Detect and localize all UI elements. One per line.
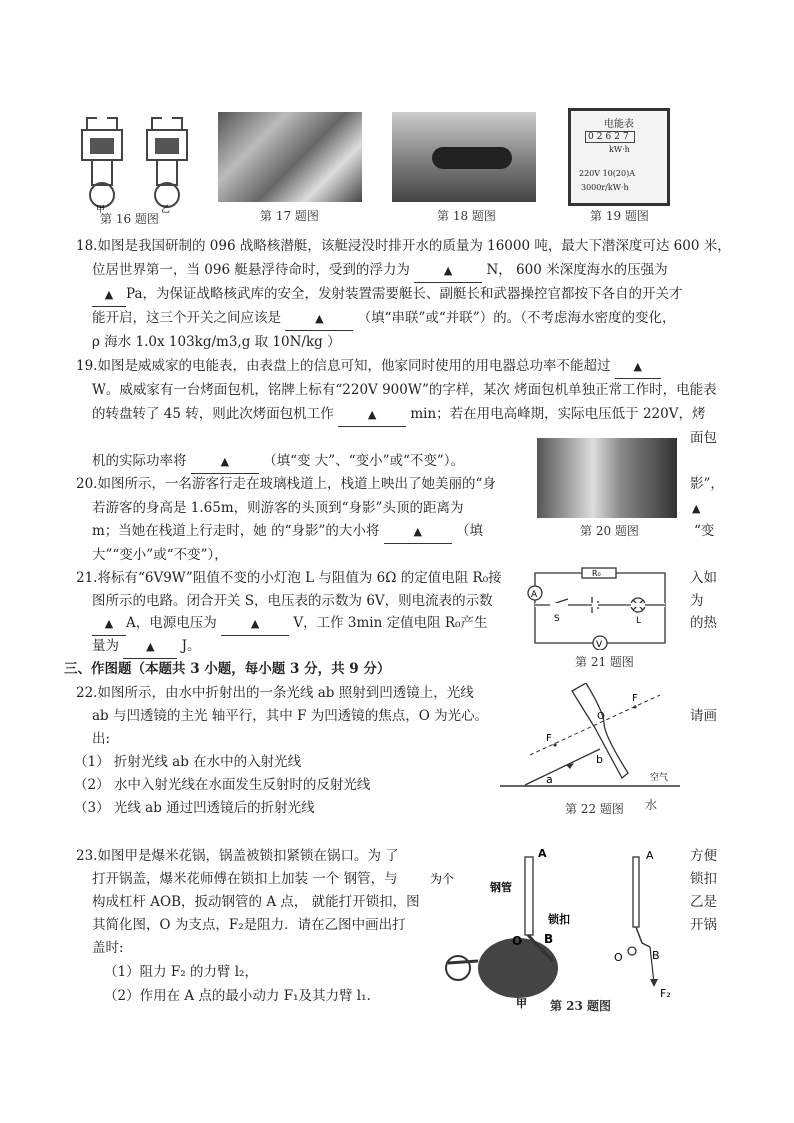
figure-18-submarine-photo bbox=[392, 112, 536, 202]
point-b: b bbox=[596, 753, 603, 766]
figure-17-photo bbox=[218, 112, 362, 202]
fig23-lock: 锁扣 bbox=[548, 913, 570, 926]
q19-line1: 19.如图是威威家的电能表，由表盘上的信息可知，他家同时使用的用电器总功率不能超过 ▲ bbox=[76, 355, 661, 379]
q19-blank-3[interactable]: ▲ bbox=[191, 450, 259, 474]
q23-line1: 23.如图甲是爆米花锅，锅盖被锁扣紧锁在锅口。为 了 bbox=[76, 848, 399, 864]
q18-blank-2[interactable]: ▲ bbox=[92, 283, 126, 307]
q19-line2: W。威威家有一台烤面包机，铭牌上标有“220V 900W”的字样，某次 烤面包机单独正常工作时，电能表 bbox=[92, 382, 717, 398]
fig16-label-jia: 甲 bbox=[96, 205, 106, 215]
focus-F1: F bbox=[632, 693, 638, 704]
caption-20: 第 20 题图 bbox=[580, 524, 639, 538]
q23-line5: 盖时: bbox=[92, 940, 124, 956]
water-label: 水 bbox=[645, 798, 658, 812]
meter-unit: kW·h bbox=[609, 145, 630, 154]
fig16-label-yi: 乙 bbox=[161, 205, 171, 215]
q23-item-2: （2）作用在 A 点的最小动力 F₁及其力臂 l₁. bbox=[104, 988, 371, 1004]
fig23-B: B bbox=[544, 932, 554, 946]
figure-16-engine bbox=[72, 110, 202, 215]
q22-line1: 22.如图所示，由水中折射出的一条光线 ab 照射到凹透镜上，光线 bbox=[76, 685, 474, 701]
q20-line3-right: “变 bbox=[694, 523, 715, 539]
q19-line3: 的转盘转了 45 转，则此次烤面包机工作 ▲ min；若在用电高峰期，实际电压低于 220V，烤 bbox=[92, 403, 705, 427]
q20-line1: 20.如图所示，一名游客行走在玻璃栈道上，栈道上映出了她美丽的“身 bbox=[76, 476, 496, 492]
q18-line1: 18.如图是我国研制的 096 战略核潜艇，该艇浸没时排开水的质量为 16000 吨，最大下潜深度可达 600 米， bbox=[76, 238, 731, 254]
ammeter-label: A bbox=[531, 590, 538, 600]
q20-line2: 若游客的身高是 1.65m，则游客的头顶到“身影”头顶的距离为 bbox=[92, 500, 464, 516]
q18-blank-3[interactable]: ▲ bbox=[285, 307, 353, 331]
q19-line3-right: 面包 bbox=[690, 430, 717, 446]
fig23-A: A bbox=[538, 847, 547, 860]
q23-line3-right: 乙是 bbox=[690, 894, 717, 910]
caption-17: 第 17 题图 bbox=[260, 209, 319, 223]
q20-line1-right: 影”， bbox=[690, 476, 724, 492]
q21-blank-3[interactable]: ▲ bbox=[123, 635, 177, 659]
air-label: 空气 bbox=[650, 773, 669, 783]
caption-19: 第 19 题图 bbox=[590, 209, 649, 223]
q23-line4-right: 开锅 bbox=[690, 917, 717, 933]
q19-blank-1[interactable]: ▲ bbox=[615, 355, 661, 379]
fig23-pipe: 钢管 bbox=[490, 881, 512, 894]
figure-21-circuit bbox=[520, 565, 680, 650]
q23-line2: 打开锅盖，爆米花师傅在锁扣上加装 一个 钢管，与 bbox=[92, 871, 398, 887]
q21-line1-right: 入如 bbox=[690, 570, 717, 586]
q23-line1-right: 方便 bbox=[690, 848, 717, 864]
q19-line4: 机的实际功率将 ▲ （填“变 大”、“变小”或“不变”）。 bbox=[92, 450, 464, 474]
q21-line1: 21.将标有“6V9W”阻值不变的小灯泡 L 与阻值为 6Ω 的定值电阻 R₀接 bbox=[76, 570, 502, 586]
fig23-A2: A bbox=[646, 849, 654, 862]
meter-title: 电能表 bbox=[604, 119, 634, 130]
caption-21: 第 21 题图 bbox=[575, 655, 634, 669]
q18-blank-1[interactable]: ▲ bbox=[414, 259, 482, 283]
q18-line2: 位居世界第一，当 096 艇悬浮待命时，受到的浮力为 ▲ N， 600 米深度海水的压强为 bbox=[92, 259, 668, 283]
q21-blank-1[interactable]: ▲ bbox=[92, 612, 126, 636]
figure-23-popcorn-lever bbox=[428, 843, 688, 1013]
resistor-label: R₀ bbox=[592, 569, 601, 578]
switch-label: S bbox=[554, 614, 560, 624]
caption-16: 第 16 题图 bbox=[100, 212, 159, 226]
q20-blank-2[interactable]: ▲ bbox=[384, 520, 452, 544]
q18-line3: ▲ Pa，为保证战略核武库的安全，发射装置需要艇长、副艇长和武器操控官都按下各自的开关才 bbox=[92, 283, 683, 307]
q18-line4: 能开启，这三个开关之间应该是 ▲ （填“串联”或“并联”）的。（不考虑海水密度的变化， bbox=[92, 307, 675, 331]
section-3-heading: 三、作图题（本题共 3 小题，每小题 3 分，共 9 分） bbox=[64, 661, 391, 677]
figure-22-lens-diagram bbox=[500, 683, 685, 801]
q21-blank-2[interactable]: ▲ bbox=[221, 612, 289, 636]
q21-line3-right: 的热 bbox=[690, 615, 717, 631]
fig23-F2: F₂ bbox=[660, 987, 671, 1000]
q23-line4: 其简化图，O 为支点，F₂是阻力．请在乙图中画出打 bbox=[92, 917, 406, 933]
optical-center-O: O bbox=[597, 711, 605, 722]
q21-line4: 量为 ▲ J。 bbox=[92, 635, 201, 659]
point-a: a bbox=[546, 773, 553, 786]
caption-23: 第 23 题图 bbox=[550, 999, 612, 1013]
lamp-label: L bbox=[636, 616, 642, 626]
figure-19-meter bbox=[568, 108, 670, 206]
caption-22: 第 22 题图 bbox=[565, 802, 624, 816]
q23-item-1: （1）阻力 F₂ 的力臂 l₂， bbox=[104, 964, 258, 980]
fig23-O2: O bbox=[614, 951, 623, 964]
fig23-O: O bbox=[512, 934, 523, 948]
meter-spec1: 220V 10(20)A bbox=[579, 169, 635, 178]
caption-18: 第 18 题图 bbox=[437, 209, 496, 223]
q22-item-3: （3） 光线 ab 通过凹透镜后的折射光线 bbox=[74, 800, 315, 816]
fig23-jia: 甲 bbox=[516, 997, 527, 1010]
meter-spec2: 3000r/kW·h bbox=[581, 183, 629, 192]
q22-line2: ab 与凹透镜的主光 轴平行，其中 F 为凹透镜的焦点，O 为光心。 bbox=[92, 708, 489, 724]
q23-line3: 构成杠杆 AOB，扳动钢管的 A 点， 就能打开锁扣，图 bbox=[92, 894, 420, 910]
q21-line2: 图所示的电路。闭合开关 S，电压表的示数为 6V，则电流表的示数 bbox=[92, 593, 493, 609]
meter-digits: 02627 bbox=[585, 131, 635, 143]
q20-line3: m；当她在栈道上行走时，她 的“身影”的大小将 ▲ （填 bbox=[92, 520, 483, 544]
fig23-side-text: 为个 bbox=[430, 872, 455, 886]
voltmeter-label: V bbox=[596, 640, 603, 650]
q22-line2-right: 请画 bbox=[690, 708, 717, 724]
q20-line4: 大”“变小”或“不变”）， bbox=[92, 547, 228, 563]
q20-marker-right: ▲ bbox=[692, 502, 701, 515]
q19-blank-2[interactable]: ▲ bbox=[338, 403, 406, 427]
q22-item-1: （1） 折射光线 ab 在水中的入射光线 bbox=[74, 754, 302, 770]
q21-line3: ▲ A，电源电压为 ▲ V，工作 3min 定值电阻 R₀产生 bbox=[92, 612, 487, 636]
q18-line5: ρ 海水 1.0x 103kg/m3,g 取 10N/kg ） bbox=[92, 334, 341, 350]
focus-F2: F bbox=[546, 733, 552, 744]
fig23-B2: B bbox=[652, 949, 660, 962]
q22-line3: 出: bbox=[92, 731, 111, 747]
figure-20-photo bbox=[537, 438, 677, 518]
q23-line2-right: 锁扣 bbox=[690, 871, 717, 887]
q21-line2-right: 为 bbox=[690, 593, 704, 609]
q22-item-2: （2） 水中入射光线在水面发生反射时的反射光线 bbox=[74, 777, 371, 793]
